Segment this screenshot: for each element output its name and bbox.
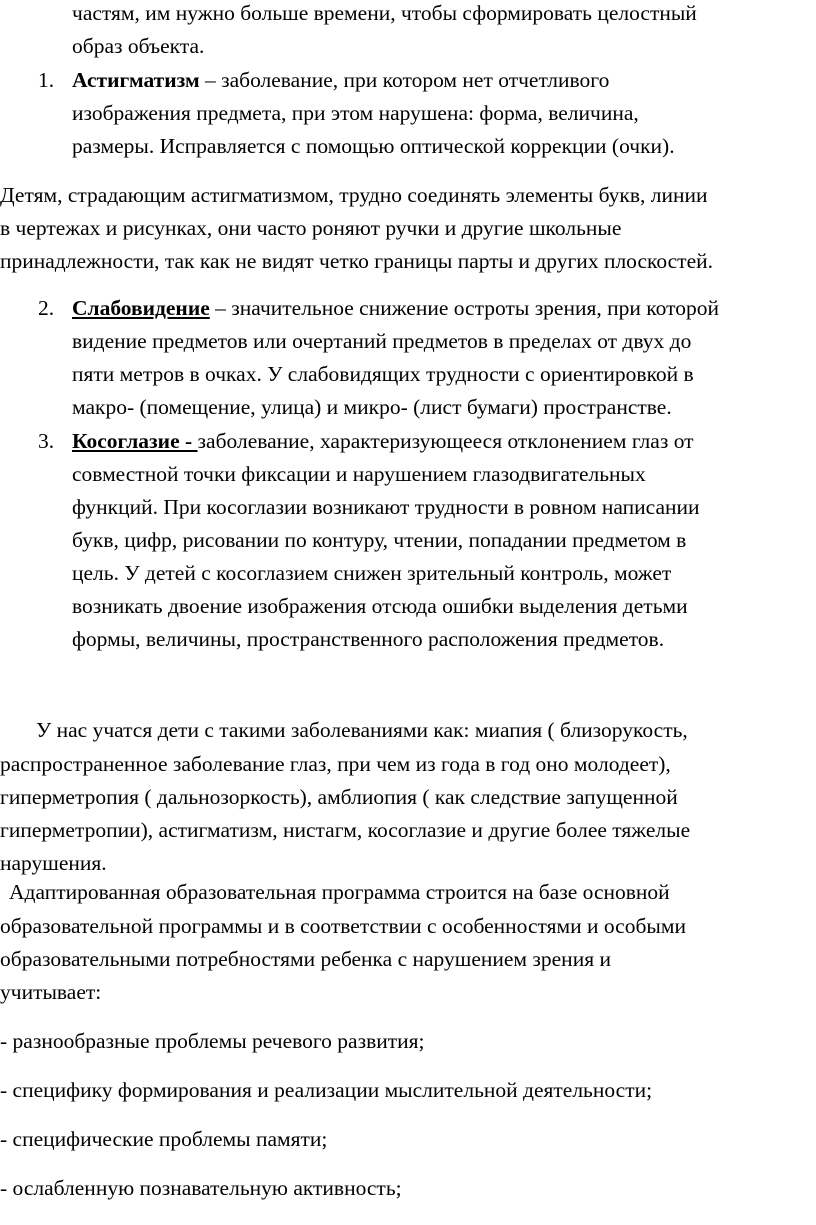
continuation-line: образ объекта. (72, 34, 205, 58)
paragraph-line: образовательными потребностями ребенка с нарушением зрения и (0, 947, 611, 971)
list-item-line: цель. У детей с косоглазием снижен зрительный контроль, может (72, 561, 672, 585)
list-item-term: Астигматизм (72, 68, 200, 92)
list-item-term: Слабовидение (72, 296, 210, 320)
list-item-line: размеры. Исправляется с помощью оптической коррекции (очки). (72, 134, 675, 158)
list-number: 3. (38, 429, 55, 453)
paragraph-line: распространенное заболевание глаз, при чем из года в год оно молодеет), (0, 752, 671, 776)
bullet-item: - разнообразные проблемы речевого развития; (0, 1029, 425, 1053)
paragraph-line: гиперметропии), астигматизм, нистагм, косоглазие и другие более тяжелые (0, 818, 691, 842)
paragraph-line: принадлежности, так как не видят четко границы парты и других плоскостей. (0, 249, 714, 273)
list-item-text: – значительное снижение остроты зрения, при которой (209, 296, 719, 320)
list-item-line: совместной точки фиксации и нарушением глазодвигательных (72, 462, 646, 486)
list-item-line (72, 70, 609, 92)
list-item-line: функций. При косоглазии возникают трудности в ровном написании (72, 495, 700, 519)
list-item-line: формы, величины, пространственного расположения предметов. (72, 627, 665, 651)
paragraph-line: гиперметропия ( дальнозоркость), амблиопия ( как следствие запущенной (0, 785, 678, 809)
bullet-item: - ослабленную познавательную активность; (0, 1176, 402, 1200)
list-item-line: возникать двоение изображения отсюда ошибки выделения детьми (72, 594, 688, 618)
list-item-line (72, 431, 694, 453)
list-item-text: – заболевание, при котором нет отчетливого (199, 68, 610, 92)
bullet-item: - специфику формирования и реализации мыслительной деятельности; (0, 1078, 653, 1102)
list-item-line: изображения предмета, при этом нарушена: форма, величина, (72, 101, 639, 125)
list-number: 1. (38, 68, 55, 92)
list-item-line: макро- (помещение, улица) и микро- (лист бумаги) пространстве. (72, 395, 672, 419)
continuation-line: частям, им нужно больше времени, чтобы сформировать целостный (72, 1, 697, 25)
list-item-line: букв, цифр, рисовании по контуру, чтении, попадании предметом в (72, 528, 687, 552)
paragraph-line: У нас учатся дети с такими заболеваниями как: миапия ( близорукость, (36, 718, 688, 742)
list-number: 2. (38, 296, 55, 320)
paragraph-line: в чертежах и рисунках, они часто роняют ручки и другие школьные (0, 216, 622, 240)
paragraph-line: Детям, страдающим астигматизмом, трудно соединять элементы букв, линии (0, 183, 708, 207)
paragraph-line: Адаптированная образовательная программа строится на базе основной (9, 880, 670, 904)
paragraph-line: учитывает: (0, 980, 102, 1004)
bullet-item: - специфические проблемы памяти; (0, 1127, 328, 1151)
list-item-line: видение предметов или очертаний предметов в пределах от двух до (72, 329, 692, 353)
paragraph-line: образовательной программы и в соответствии с особенностями и особыми (0, 914, 686, 938)
paragraph-line: нарушения. (0, 851, 107, 875)
list-item-line (72, 298, 719, 320)
list-item-text: заболевание, характеризующееся отклонением глаз от (197, 429, 694, 453)
list-item-line: пяти метров в очках. У слабовидящих трудности с ориентировкой в (72, 362, 694, 386)
list-item-term: Косоглазие - (72, 429, 198, 453)
